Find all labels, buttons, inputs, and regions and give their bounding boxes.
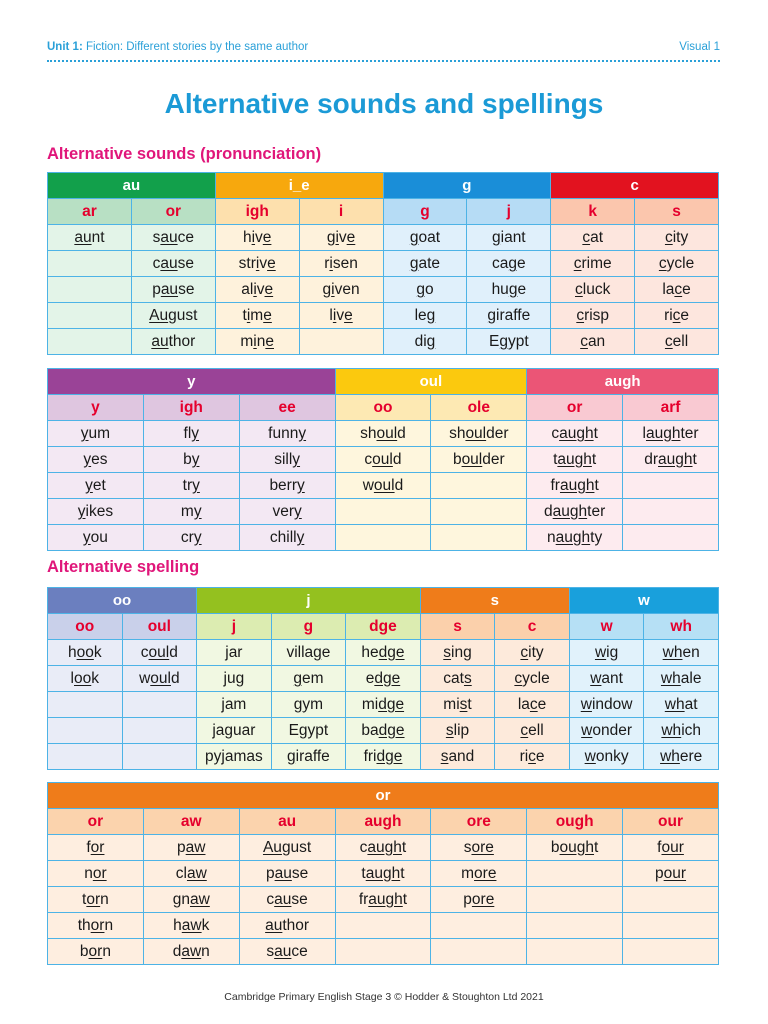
spelling-header: ole — [431, 395, 527, 421]
word-cell: lace — [495, 692, 570, 718]
section-heading-spelling: Alternative spelling — [47, 558, 200, 576]
word-cell: pour — [623, 861, 719, 887]
word-cell: author — [239, 913, 335, 939]
word-cell: midge — [346, 692, 421, 718]
unit-label: Unit 1: Fiction: Different stories by the same author — [47, 41, 309, 53]
group-header: oo — [48, 588, 197, 614]
word-cell: gym — [271, 692, 346, 718]
word-cell — [623, 499, 719, 525]
word-cell: fraught — [335, 887, 431, 913]
word-cell: risen — [299, 251, 383, 277]
word-cell: sauce — [131, 225, 215, 251]
word-cell: boulder — [431, 447, 527, 473]
spelling-header: oo — [48, 614, 123, 640]
word-cell: sing — [420, 640, 495, 666]
spelling-header: c — [495, 614, 570, 640]
word-cell — [48, 303, 132, 329]
word-cell: by — [143, 447, 239, 473]
word-cell: my — [143, 499, 239, 525]
word-cell: four — [623, 835, 719, 861]
word-cell: slip — [420, 718, 495, 744]
spelling-header: g — [383, 199, 467, 225]
spelling-table-2 — [47, 782, 719, 965]
word-cell: yikes — [48, 499, 144, 525]
word-cell: fly — [143, 421, 239, 447]
word-cell: cause — [131, 251, 215, 277]
group-header: augh — [527, 369, 719, 395]
spelling-header: ar — [48, 199, 132, 225]
word-cell — [335, 525, 431, 551]
word-cell: given — [299, 277, 383, 303]
word-cell: want — [569, 666, 644, 692]
spelling-header: g — [271, 614, 346, 640]
word-cell: city — [635, 225, 719, 251]
spelling-header: arf — [623, 395, 719, 421]
word-cell: giant — [467, 225, 551, 251]
word-cell: crime — [551, 251, 635, 277]
spelling-header: wh — [644, 614, 719, 640]
word-cell: village — [271, 640, 346, 666]
word-cell: huge — [467, 277, 551, 303]
word-cell: cause — [239, 887, 335, 913]
word-cell: sauce — [239, 939, 335, 965]
word-cell: Egypt — [467, 329, 551, 355]
word-cell: cell — [495, 718, 570, 744]
spelling-header: dge — [346, 614, 421, 640]
table-row — [48, 473, 719, 499]
word-cell: born — [48, 939, 144, 965]
word-cell: yum — [48, 421, 144, 447]
spelling-header: i — [299, 199, 383, 225]
word-cell: nor — [48, 861, 144, 887]
group-header: c — [551, 173, 719, 199]
word-cell: pause — [131, 277, 215, 303]
word-cell: cycle — [495, 666, 570, 692]
word-cell — [48, 692, 123, 718]
word-cell: what — [644, 692, 719, 718]
spelling-header: or — [527, 395, 623, 421]
word-cell — [48, 251, 132, 277]
group-header: w — [569, 588, 718, 614]
word-cell: crisp — [551, 303, 635, 329]
word-cell: dawn — [143, 939, 239, 965]
word-cell: mine — [215, 329, 299, 355]
word-cell: would — [122, 666, 197, 692]
group-header: i_e — [215, 173, 383, 199]
word-cell: paw — [143, 835, 239, 861]
word-cell: hive — [215, 225, 299, 251]
word-cell — [527, 913, 623, 939]
word-cell: whale — [644, 666, 719, 692]
word-cell: cry — [143, 525, 239, 551]
word-cell — [623, 913, 719, 939]
spelling-header: s — [635, 199, 719, 225]
spelling-header: aw — [143, 809, 239, 835]
word-cell: jar — [197, 640, 272, 666]
word-cell: live — [299, 303, 383, 329]
word-cell: you — [48, 525, 144, 551]
spelling-header: k — [551, 199, 635, 225]
word-cell — [431, 499, 527, 525]
word-cell: hook — [48, 640, 123, 666]
spelling-header: j — [467, 199, 551, 225]
word-cell: berry — [239, 473, 335, 499]
word-cell: fridge — [346, 744, 421, 770]
word-cell — [48, 718, 123, 744]
table-row — [48, 499, 719, 525]
word-cell: laughter — [623, 421, 719, 447]
word-cell — [335, 913, 431, 939]
word-cell: which — [644, 718, 719, 744]
word-cell: bought — [527, 835, 623, 861]
group-header: j — [197, 588, 421, 614]
spelling-header: or — [48, 809, 144, 835]
header-divider — [47, 60, 720, 62]
spelling-header: ore — [431, 809, 527, 835]
word-cell: Egypt — [271, 718, 346, 744]
word-cell — [527, 887, 623, 913]
word-cell: wonder — [569, 718, 644, 744]
word-cell: claw — [143, 861, 239, 887]
spelling-header: ee — [239, 395, 335, 421]
table-row — [48, 835, 719, 861]
spelling-header: y — [48, 395, 144, 421]
word-cell — [431, 525, 527, 551]
word-cell: for — [48, 835, 144, 861]
word-cell — [527, 861, 623, 887]
word-cell: should — [335, 421, 431, 447]
spelling-header: j — [197, 614, 272, 640]
word-cell: could — [335, 447, 431, 473]
table-row — [48, 303, 719, 329]
word-cell: strive — [215, 251, 299, 277]
word-cell: could — [122, 640, 197, 666]
word-cell: cat — [551, 225, 635, 251]
table-row — [48, 887, 719, 913]
word-cell: lace — [635, 277, 719, 303]
spelling-header: igh — [215, 199, 299, 225]
word-cell: torn — [48, 887, 144, 913]
pronunciation-table-1 — [47, 172, 719, 355]
group-header: y — [48, 369, 336, 395]
word-cell — [623, 887, 719, 913]
word-cell: daughter — [527, 499, 623, 525]
word-cell — [299, 329, 383, 355]
spelling-table-1 — [47, 587, 719, 770]
spelling-header: or — [131, 199, 215, 225]
word-cell — [122, 692, 197, 718]
word-cell: wig — [569, 640, 644, 666]
group-header: au — [48, 173, 216, 199]
table-row — [48, 225, 719, 251]
word-cell: taught — [335, 861, 431, 887]
word-cell: city — [495, 640, 570, 666]
page-title: Alternative sounds and spellings — [164, 88, 604, 119]
group-header: s — [420, 588, 569, 614]
spelling-header: s — [420, 614, 495, 640]
word-cell: chilly — [239, 525, 335, 551]
word-cell: silly — [239, 447, 335, 473]
word-cell: sore — [431, 835, 527, 861]
word-cell — [431, 473, 527, 499]
word-cell: go — [383, 277, 467, 303]
spelling-header: ough — [527, 809, 623, 835]
table-row — [48, 421, 719, 447]
word-cell — [48, 744, 123, 770]
section-heading-pronunciation: Alternative sounds (pronunciation) — [47, 145, 322, 163]
word-cell: jam — [197, 692, 272, 718]
word-cell: cage — [467, 251, 551, 277]
word-cell: give — [299, 225, 383, 251]
word-cell: cats — [420, 666, 495, 692]
word-cell: thorn — [48, 913, 144, 939]
word-cell: August — [239, 835, 335, 861]
word-cell: giraffe — [467, 303, 551, 329]
word-cell: mist — [420, 692, 495, 718]
word-cell: try — [143, 473, 239, 499]
table-row — [48, 939, 719, 965]
word-cell: would — [335, 473, 431, 499]
word-cell: fraught — [527, 473, 623, 499]
word-cell: time — [215, 303, 299, 329]
word-cell — [431, 939, 527, 965]
word-cell: look — [48, 666, 123, 692]
spelling-header: oul — [122, 614, 197, 640]
table-row — [48, 913, 719, 939]
word-cell: hawk — [143, 913, 239, 939]
visual-label: Visual 1 — [679, 41, 720, 53]
table-row — [48, 447, 719, 473]
table-row — [48, 277, 719, 303]
word-cell — [431, 913, 527, 939]
word-cell: caught — [335, 835, 431, 861]
word-cell — [335, 939, 431, 965]
word-cell: caught — [527, 421, 623, 447]
word-cell: yes — [48, 447, 144, 473]
word-cell: where — [644, 744, 719, 770]
word-cell — [48, 329, 132, 355]
spelling-header: igh — [143, 395, 239, 421]
word-cell — [623, 939, 719, 965]
word-cell — [623, 473, 719, 499]
word-cell: rice — [635, 303, 719, 329]
word-cell: hedge — [346, 640, 421, 666]
table-row — [48, 525, 719, 551]
word-cell: cluck — [551, 277, 635, 303]
group-header: g — [383, 173, 551, 199]
page-footer: Cambridge Primary English Stage 3 © Hodder & Stoughton Ltd 2021 — [224, 991, 544, 1003]
word-cell: giraffe — [271, 744, 346, 770]
table-row — [48, 666, 719, 692]
word-cell: gate — [383, 251, 467, 277]
table-row — [48, 329, 719, 355]
word-cell: pause — [239, 861, 335, 887]
word-cell — [122, 744, 197, 770]
word-cell: draught — [623, 447, 719, 473]
word-cell: funny — [239, 421, 335, 447]
word-cell: sand — [420, 744, 495, 770]
word-cell: edge — [346, 666, 421, 692]
word-cell: jaguar — [197, 718, 272, 744]
word-cell: window — [569, 692, 644, 718]
word-cell: shoulder — [431, 421, 527, 447]
word-cell: more — [431, 861, 527, 887]
word-cell: wonky — [569, 744, 644, 770]
spelling-header: w — [569, 614, 644, 640]
spelling-header: oo — [335, 395, 431, 421]
table-row — [48, 692, 719, 718]
word-cell: yet — [48, 473, 144, 499]
word-cell — [48, 277, 132, 303]
word-cell: aunt — [48, 225, 132, 251]
word-cell: goat — [383, 225, 467, 251]
word-cell: jug — [197, 666, 272, 692]
word-cell: rice — [495, 744, 570, 770]
word-cell: gnaw — [143, 887, 239, 913]
page-header — [47, 38, 720, 58]
word-cell: August — [131, 303, 215, 329]
word-cell — [527, 939, 623, 965]
word-cell: cell — [635, 329, 719, 355]
word-cell: pyjamas — [197, 744, 272, 770]
spelling-header: au — [239, 809, 335, 835]
word-cell: pore — [431, 887, 527, 913]
word-cell — [623, 525, 719, 551]
table-row — [48, 640, 719, 666]
word-cell: badge — [346, 718, 421, 744]
word-cell — [122, 718, 197, 744]
table-row — [48, 744, 719, 770]
word-cell: dig — [383, 329, 467, 355]
word-cell: very — [239, 499, 335, 525]
word-cell: leg — [383, 303, 467, 329]
table-row — [48, 861, 719, 887]
table-row — [48, 251, 719, 277]
pronunciation-table-2 — [47, 368, 719, 551]
word-cell: when — [644, 640, 719, 666]
table-row — [48, 718, 719, 744]
word-cell: naughty — [527, 525, 623, 551]
word-cell — [335, 499, 431, 525]
spelling-header: augh — [335, 809, 431, 835]
word-cell: gem — [271, 666, 346, 692]
word-cell: alive — [215, 277, 299, 303]
group-header: oul — [335, 369, 527, 395]
word-cell: can — [551, 329, 635, 355]
spelling-header: our — [623, 809, 719, 835]
word-cell: taught — [527, 447, 623, 473]
word-cell: cycle — [635, 251, 719, 277]
word-cell: author — [131, 329, 215, 355]
group-header: or — [48, 783, 719, 809]
